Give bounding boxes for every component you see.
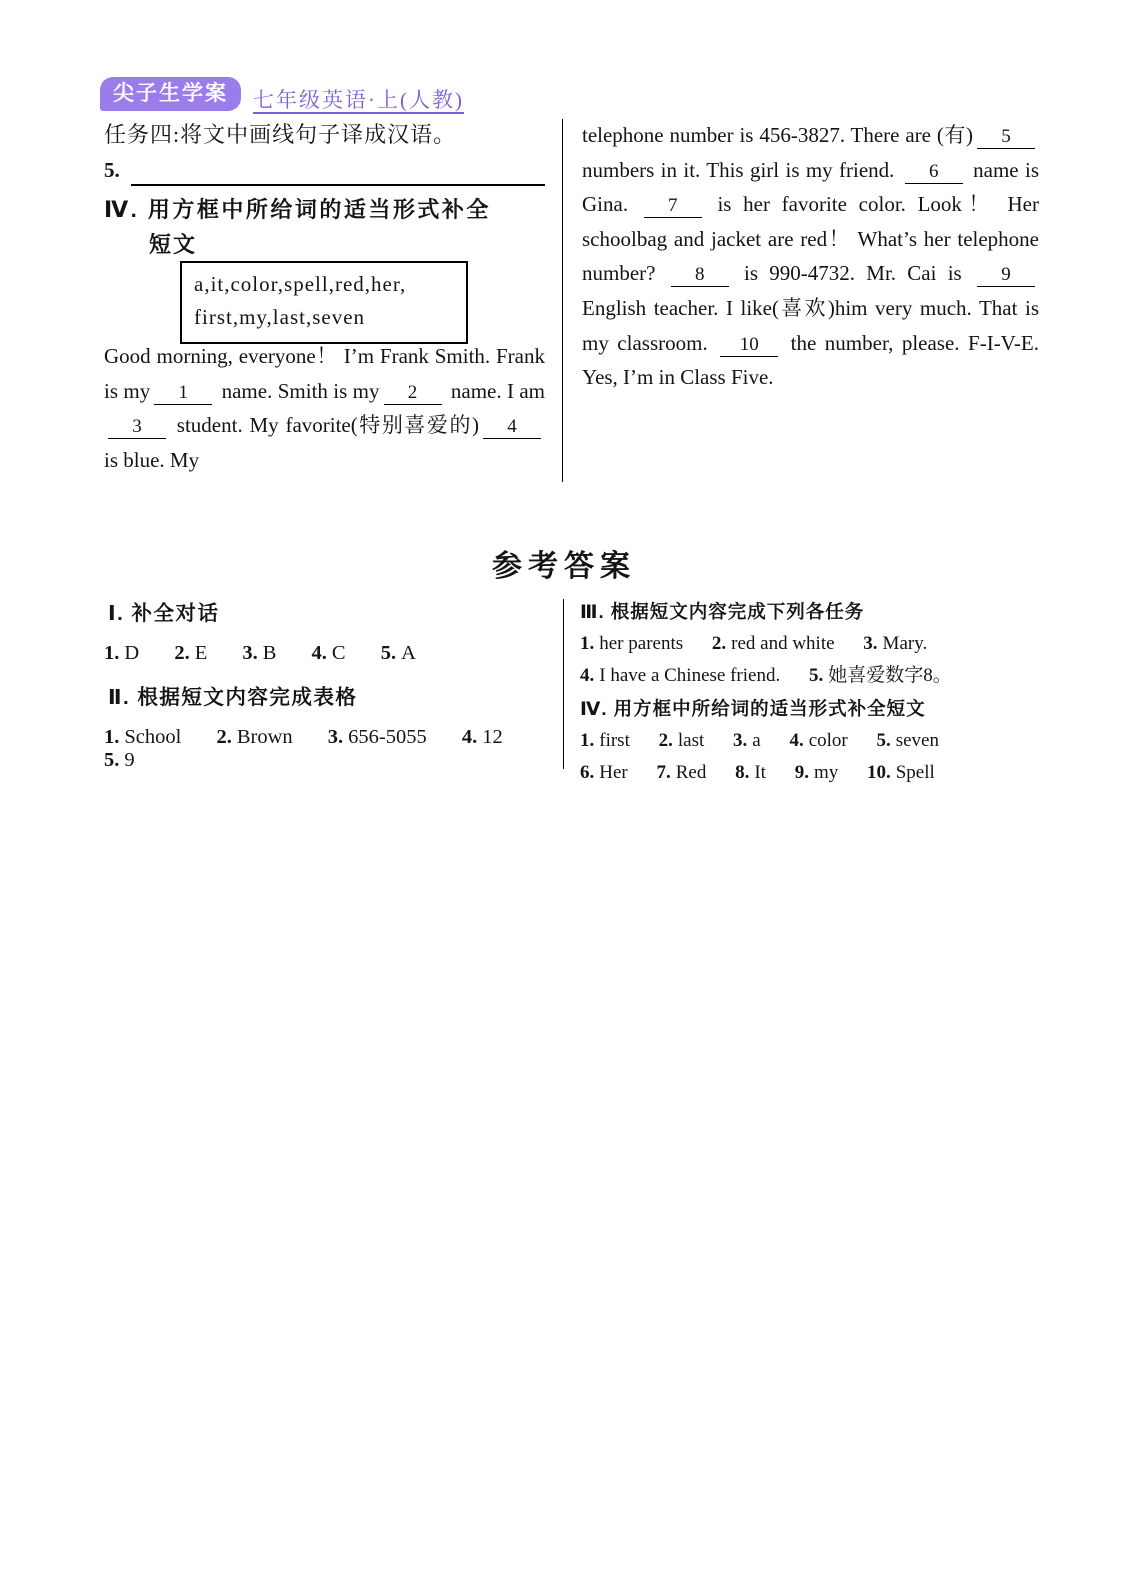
answers-section3-heading: Ⅲ. 根据短文内容完成下列各任务 [580,601,865,622]
answer-item: 1. her parents [580,633,684,654]
answer-item: 4. C [311,642,346,664]
answer-item: 2. last [658,730,705,751]
answer-item: 3. Mary. [863,633,928,654]
passage-text: is 990-4732. Mr. Cai is [732,261,973,286]
item5-number: 5. [104,158,120,182]
passage-text: is her favorite color. Look！ Her schoolbag and jacket are red！ What’s her telephone number? [582,192,1039,286]
cloze-blank-3: 3 [108,416,166,439]
cloze-blank-9: 9 [977,264,1035,287]
answer-item: 2. red and white [711,633,835,654]
answer-item: 4. color [789,730,848,751]
passage-text: English teacher. I like(喜欢)him very much. That is my classroom. [582,295,1039,355]
passage-text: name is Gina. [582,157,1039,217]
cloze-blank-6: 6 [905,161,963,184]
cloze-blank-10: 10 [720,334,778,357]
answers-section3-line1 [580,631,1042,657]
cloze-blank-1: 1 [154,382,212,405]
item5-answer-blank-line [131,160,545,186]
answers-title: 参考答案 [492,550,636,583]
answer-item: 6. Her [580,762,628,783]
brand-badge: 尖子生学案 [100,77,241,111]
passage-text: is blue. My [104,447,200,472]
answer-item: 4. I have a Chinese friend. [580,665,781,686]
answer-item: 4. 12 [461,726,503,748]
answer-item: 1. School [104,726,182,748]
passage-text: Good morning, everyone！ I’m Frank Smith. Frank is my [104,344,545,403]
answers-section2-items [104,726,546,772]
answers-section1-heading: Ⅰ. 补全对话 [108,602,220,625]
answer-item: 7. Red [656,762,707,783]
answer-item: 8. It [735,762,766,783]
answers-right-column [580,598,1042,792]
cloze-blank-2: 2 [384,382,442,405]
cloze-blank-5: 5 [977,126,1035,149]
answers-section4-heading: Ⅳ. 用方框中所给词的适当形式补全短文 [580,698,926,719]
answer-item: 5. 她喜爱数字8。 [808,665,952,686]
word-bank-line2: first,my,last,seven [194,305,366,329]
passage-text: telephone number is 456-3827. There are (有) [582,123,973,147]
answers-section4-line1 [580,728,1042,754]
cloze-blank-4: 4 [483,416,541,439]
cloze-passage-left [104,339,545,477]
section4-heading-line1: Ⅳ. 用方框中所给词的适当形式补全 [104,197,491,222]
book-edition-label: 七年级英语·上(人教) [253,88,464,112]
passage-text: name. Smith is my [216,378,380,403]
word-bank-box [180,261,468,344]
task4-instruction: 任务四:将文中画线句子译成汉语。 [104,122,457,147]
section4-heading-line2: 短文 [149,232,198,257]
answers-section4-line2 [580,760,1042,786]
answer-item: 3. B [242,642,277,664]
passage-text: the number, please. F-I-V-E. Yes, I’m in Class Five. [582,330,1039,390]
answer-item: 1. first [580,730,630,751]
answers-section2-heading: Ⅱ. 根据短文内容完成表格 [108,686,358,709]
answer-item: 2. Brown [216,726,293,748]
column-divider-top [562,119,563,482]
answers-section3-line2 [580,663,1042,689]
passage-text: student. My favorite(特别喜爱的) [170,413,479,438]
answer-item: 2. E [174,642,208,664]
passage-text: name. I am [445,378,546,403]
answer-item: 5. A [380,642,416,664]
answer-item: 3. 656-5055 [327,726,427,748]
answer-item: 1. D [104,642,140,664]
column-divider-answers [563,599,564,769]
answer-item: 5. 9 [104,749,135,771]
word-bank-line1: a,it,color,spell,red,her, [194,272,407,296]
answer-item: 10. Spell [866,762,935,783]
answer-item: 3. a [733,730,761,751]
cloze-blank-8: 8 [671,264,729,287]
answers-section1-items [104,642,546,665]
answer-item: 9. my [794,762,839,783]
answers-left-column [104,596,546,787]
cloze-blank-7: 7 [644,195,702,218]
answer-item: 5. seven [876,730,939,751]
passage-text: numbers in it. This girl is my friend. [582,157,901,182]
cloze-passage-right [582,118,1039,395]
